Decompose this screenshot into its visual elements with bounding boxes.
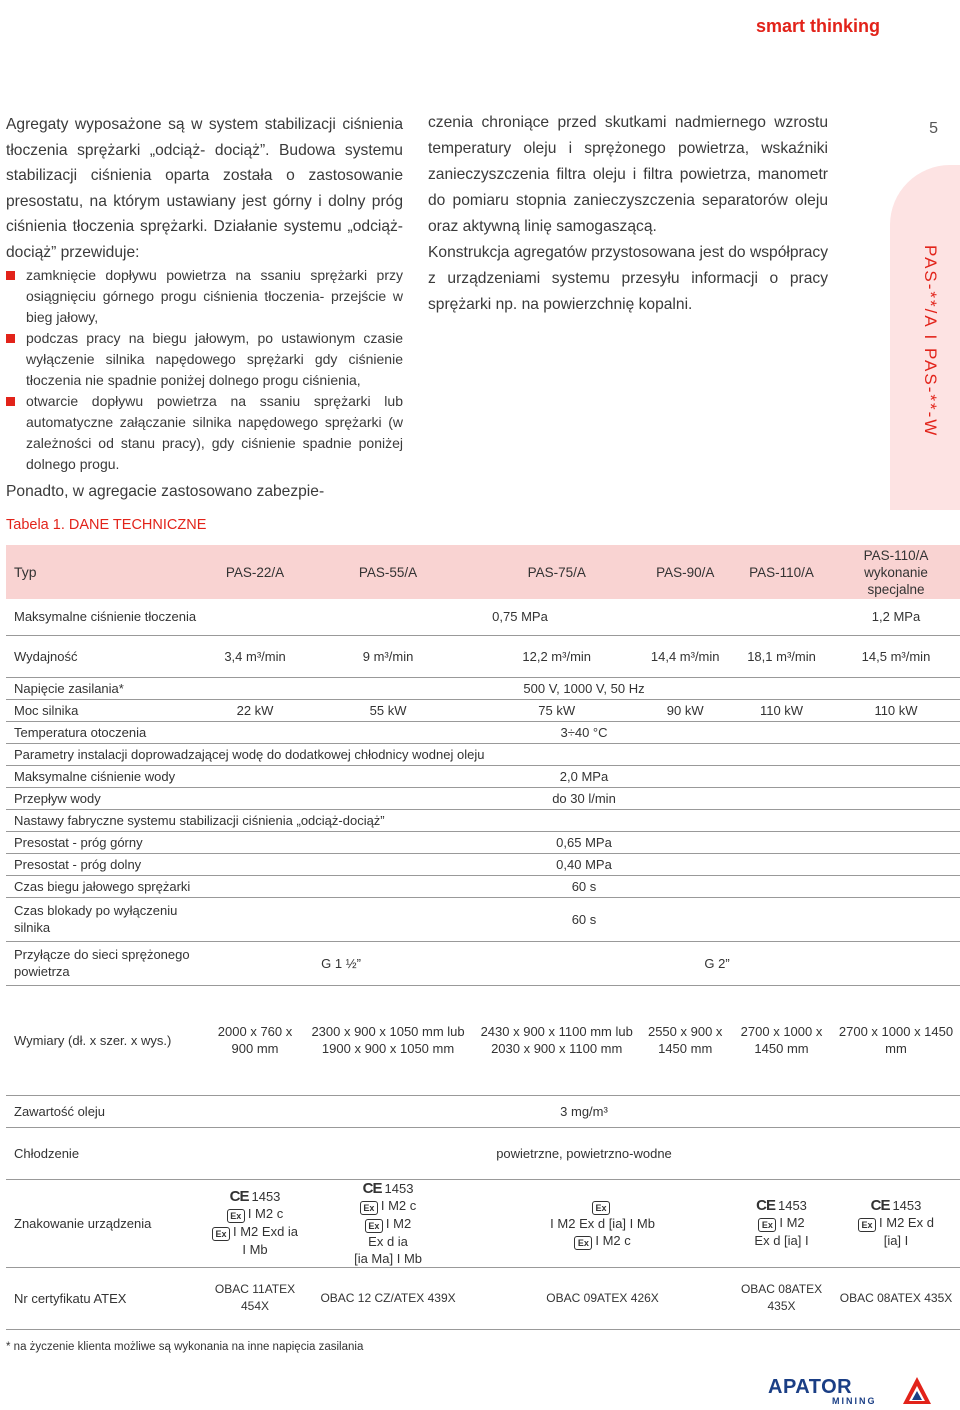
marking-cell <box>302 1179 474 1267</box>
table-row <box>6 1179 960 1267</box>
row-label: Przyłącze do sieci sprężonego powietrza <box>6 941 208 985</box>
side-tab <box>890 165 960 510</box>
row-label: Temperatura otoczenia <box>6 721 208 743</box>
cell-value: OBAC 08ATEX 435X <box>731 1267 832 1329</box>
brand-tagline: smart thinking <box>755 16 880 36</box>
marking-text: I M2 <box>385 1215 412 1231</box>
table-row <box>6 599 960 635</box>
marking-text: I M2 Exd ia <box>233 1224 299 1239</box>
row-label: Zawartość oleju <box>6 1095 208 1127</box>
marking-text: 1453 <box>777 1198 807 1213</box>
ex-mark-icon: Ex <box>360 1201 378 1215</box>
text-column-left <box>6 112 403 505</box>
cell-value: 60 s <box>208 897 960 941</box>
marking-text: I M2 c <box>595 1232 631 1248</box>
marking-cell <box>474 1179 731 1267</box>
row-label: Moc silnika <box>6 699 208 721</box>
logo-name: APATOR <box>768 1376 853 1398</box>
row-label: Wydajność <box>6 635 208 677</box>
cell-value: powietrzne, powietrzno-wodne <box>208 1127 960 1179</box>
logo-sub: MINING <box>832 1396 877 1406</box>
ex-mark-icon: Ex <box>758 1218 776 1232</box>
ce-mark-icon: CE <box>362 1179 382 1197</box>
cell-value: 110 kW <box>731 699 832 721</box>
table-row <box>6 831 960 853</box>
ex-mark-icon: Ex <box>574 1236 592 1250</box>
cell-value: 9 m³/min <box>302 635 474 677</box>
row-label: Przepływ wody <box>6 787 208 809</box>
header-cell: PAS-55/A <box>302 545 474 599</box>
cell-value: 14,5 m³/min <box>832 635 960 677</box>
ce-mark-icon: CE <box>870 1197 890 1214</box>
header-cell: Typ <box>6 545 208 599</box>
table-row <box>6 677 960 699</box>
cell-value: 2,0 MPa <box>208 765 960 787</box>
cell-value: 3 mg/m³ <box>208 1095 960 1127</box>
table-row <box>6 635 960 677</box>
marking-text: I M2 c <box>247 1206 284 1221</box>
cell-value: 2300 x 900 x 1050 mm lub 1900 x 900 x 1050 mm <box>302 985 474 1095</box>
cell-value: 2700 x 1000 x 1450 mm <box>832 985 960 1095</box>
ce-mark-icon: CE <box>229 1188 249 1205</box>
row-label: Presostat - próg górny <box>6 831 208 853</box>
table-row <box>6 985 960 1095</box>
table-row <box>6 1267 960 1329</box>
ex-mark-icon: Ex <box>858 1218 876 1232</box>
row-label: Chłodzenie <box>6 1127 208 1179</box>
cell-value: 3,4 m³/min <box>208 635 302 677</box>
ex-mark-icon: Ex <box>592 1201 610 1215</box>
cell-value: 500 V, 1000 V, 50 Hz <box>208 677 960 699</box>
cell-value: OBAC 12 CZ/ATEX 439X <box>302 1267 474 1329</box>
row-label: Czas biegu jałowego sprężarki <box>6 875 208 897</box>
cell-value: 2700 x 1000 x 1450 mm <box>731 985 832 1095</box>
marking-text: 1453 <box>251 1189 281 1204</box>
row-label: Nr certyfikatu ATEX <box>6 1267 208 1329</box>
row-label: Presostat - próg dolny <box>6 853 208 875</box>
bullet-item: otwarcie dopływu powietrza na ssaniu sprężarki lub automatyczne załączanie silnika napędowego sprężarki (w zależności od stanu pracy), gdy ciśnienie spadnie poniżej dolnego progu. <box>6 391 403 475</box>
header-cell: PAS-90/A <box>639 545 731 599</box>
cell-value: 22 kW <box>208 699 302 721</box>
cell-value: 2430 x 900 x 1100 mm lub 2030 x 900 x 1100 mm <box>474 985 639 1095</box>
header-cell: PAS-110/A wykonanie specjalne <box>832 545 960 599</box>
table-row <box>6 787 960 809</box>
row-label: Maksymalne ciśnienie tłoczenia <box>6 599 208 635</box>
table-caption: Tabela 1. DANE TECHNICZNE <box>6 517 207 533</box>
marking-text: [ia Ma] I Mb <box>354 1250 423 1266</box>
outro-paragraph: Ponadto, w agregacie zastosowano zabezpie- <box>6 483 325 500</box>
cell-value: 14,4 m³/min <box>639 635 731 677</box>
section-label: Parametry instalacji doprowadzającej wodę do dodatkowej chłodnicy wodnej oleju <box>6 743 960 765</box>
text-column-right <box>428 110 828 318</box>
marking-text: [ia] I <box>883 1233 909 1248</box>
intro-paragraph: Agregaty wyposażone są w system stabilizacji ciśnienia tłoczenia sprężarki „odciąż- dociąż”. Budowa systemu stabilizacji ciśnienia oparta została o zastosowanie presostatu, na którym ustawiany jest górny i dolny próg ciśnienia tłoczenia sprężarki. Działanie systemu „odciąż- dociąż” przewiduje: <box>6 116 403 261</box>
cell-value: 18,1 m³/min <box>731 635 832 677</box>
marking-text: Ex d [ia] I <box>754 1233 809 1248</box>
marking-cell <box>832 1179 960 1267</box>
table-row <box>6 897 960 941</box>
cell-value: OBAC 09ATEX 426X <box>474 1267 731 1329</box>
cell-value: 2000 x 760 x 900 mm <box>208 985 302 1095</box>
table-row <box>6 941 960 985</box>
cell-value: 0,40 MPa <box>208 853 960 875</box>
ce-mark-icon: CE <box>756 1197 775 1214</box>
ex-mark-icon: Ex <box>365 1219 383 1233</box>
side-tab-label: PAS-**/A I PAS-**-W <box>921 245 940 438</box>
table-header-row <box>6 545 960 599</box>
cell-value: 1,2 MPa <box>832 599 960 635</box>
table-row <box>6 853 960 875</box>
row-label: Maksymalne ciśnienie wody <box>6 765 208 787</box>
cell-value: 0,65 MPa <box>208 831 960 853</box>
table-row <box>6 721 960 743</box>
table-row <box>6 1127 960 1179</box>
cell-value: 2550 x 900 x 1450 mm <box>639 985 731 1095</box>
marking-text: I Mb <box>242 1242 268 1257</box>
cell-value: 90 kW <box>639 699 731 721</box>
ex-mark-icon: Ex <box>212 1227 230 1241</box>
company-logo <box>768 1374 958 1408</box>
marking-text: Ex d ia <box>368 1233 408 1249</box>
footnote: * na życzenie klienta możliwe są wykonania na inne napięcia zasilania <box>6 1341 364 1353</box>
marking-cell <box>731 1179 832 1267</box>
ex-mark-icon: Ex <box>227 1209 245 1223</box>
row-label: Wymiary (dł. x szer. x wys.) <box>6 985 208 1095</box>
bullet-list <box>6 265 403 475</box>
table-row <box>6 875 960 897</box>
table-row <box>6 743 960 765</box>
header-cell: PAS-75/A <box>474 545 639 599</box>
row-label: Napięcie zasilania* <box>6 677 208 699</box>
marking-text: I M2 Ex d <box>879 1215 934 1230</box>
page-number: 5 <box>929 120 938 137</box>
cell-value: do 30 l/min <box>208 787 960 809</box>
cell-value: 75 kW <box>474 699 639 721</box>
marking-text: 1453 <box>384 1180 414 1196</box>
table-row <box>6 809 960 831</box>
cell-value: 3÷40 °C <box>208 721 960 743</box>
marking-text: I M2 Ex d [ia] I Mb <box>550 1215 655 1231</box>
row-label: Czas blokady po wyłączeniu silnika <box>6 897 208 941</box>
cell-value: 12,2 m³/min <box>474 635 639 677</box>
row-label: Znakowanie urządzenia <box>6 1179 208 1267</box>
cell-value: 0,75 MPa <box>208 599 832 635</box>
marking-text: I M2 <box>779 1215 805 1230</box>
tech-data-table <box>6 545 960 1330</box>
logo-triangle-icon <box>902 1376 932 1406</box>
cell-value: G 1 ½” <box>208 941 474 985</box>
bullet-item: zamknięcie dopływu powietrza na ssaniu sprężarki przy osiągnięciu górnego progu ciśnienia tłoczenia- przejście w bieg jałowy, <box>6 265 403 328</box>
header-cell: PAS-110/A <box>731 545 832 599</box>
bullet-item: podczas pracy na biegu jałowym, po ustawionym czasie wyłączenie silnika napędowego sprężarki gdy ciśnienie tłoczenia nie spadnie poniżej dolnego progu ciśnienia, <box>6 328 403 391</box>
cell-value: 60 s <box>208 875 960 897</box>
paragraph-construction: Konstrukcja agregatów przystosowana jest do współpracy z urządzeniami systemu przesyłu informacji o pracy sprężarki np. na powierzchnię kopalni. <box>428 244 828 313</box>
marking-text: 1453 <box>892 1198 922 1213</box>
cell-value: G 2” <box>474 941 960 985</box>
cell-value: OBAC 08ATEX 435X <box>832 1267 960 1329</box>
table-row <box>6 1095 960 1127</box>
table-row <box>6 765 960 787</box>
marking-text: I M2 c <box>380 1197 417 1213</box>
cell-value: 110 kW <box>832 699 960 721</box>
cell-value: OBAC 11ATEX 454X <box>208 1267 302 1329</box>
marking-cell <box>208 1179 302 1267</box>
header-cell: PAS-22/A <box>208 545 302 599</box>
table-row <box>6 699 960 721</box>
section-label: Nastawy fabryczne systemu stabilizacji ciśnienia „odciąż-dociąż” <box>6 809 960 831</box>
cell-value: 55 kW <box>302 699 474 721</box>
paragraph-protections: czenia chroniące przed skutkami nadmiernego wzrostu temperatury oleju i sprężonego powietrza, wskaźniki zanieczyszczenia filtra oleju i filtra powietrza, manometr do pomiaru stopnia zanieczyszczenia separatorów oleju oraz aktywną linię samogaszącą. <box>428 114 828 235</box>
